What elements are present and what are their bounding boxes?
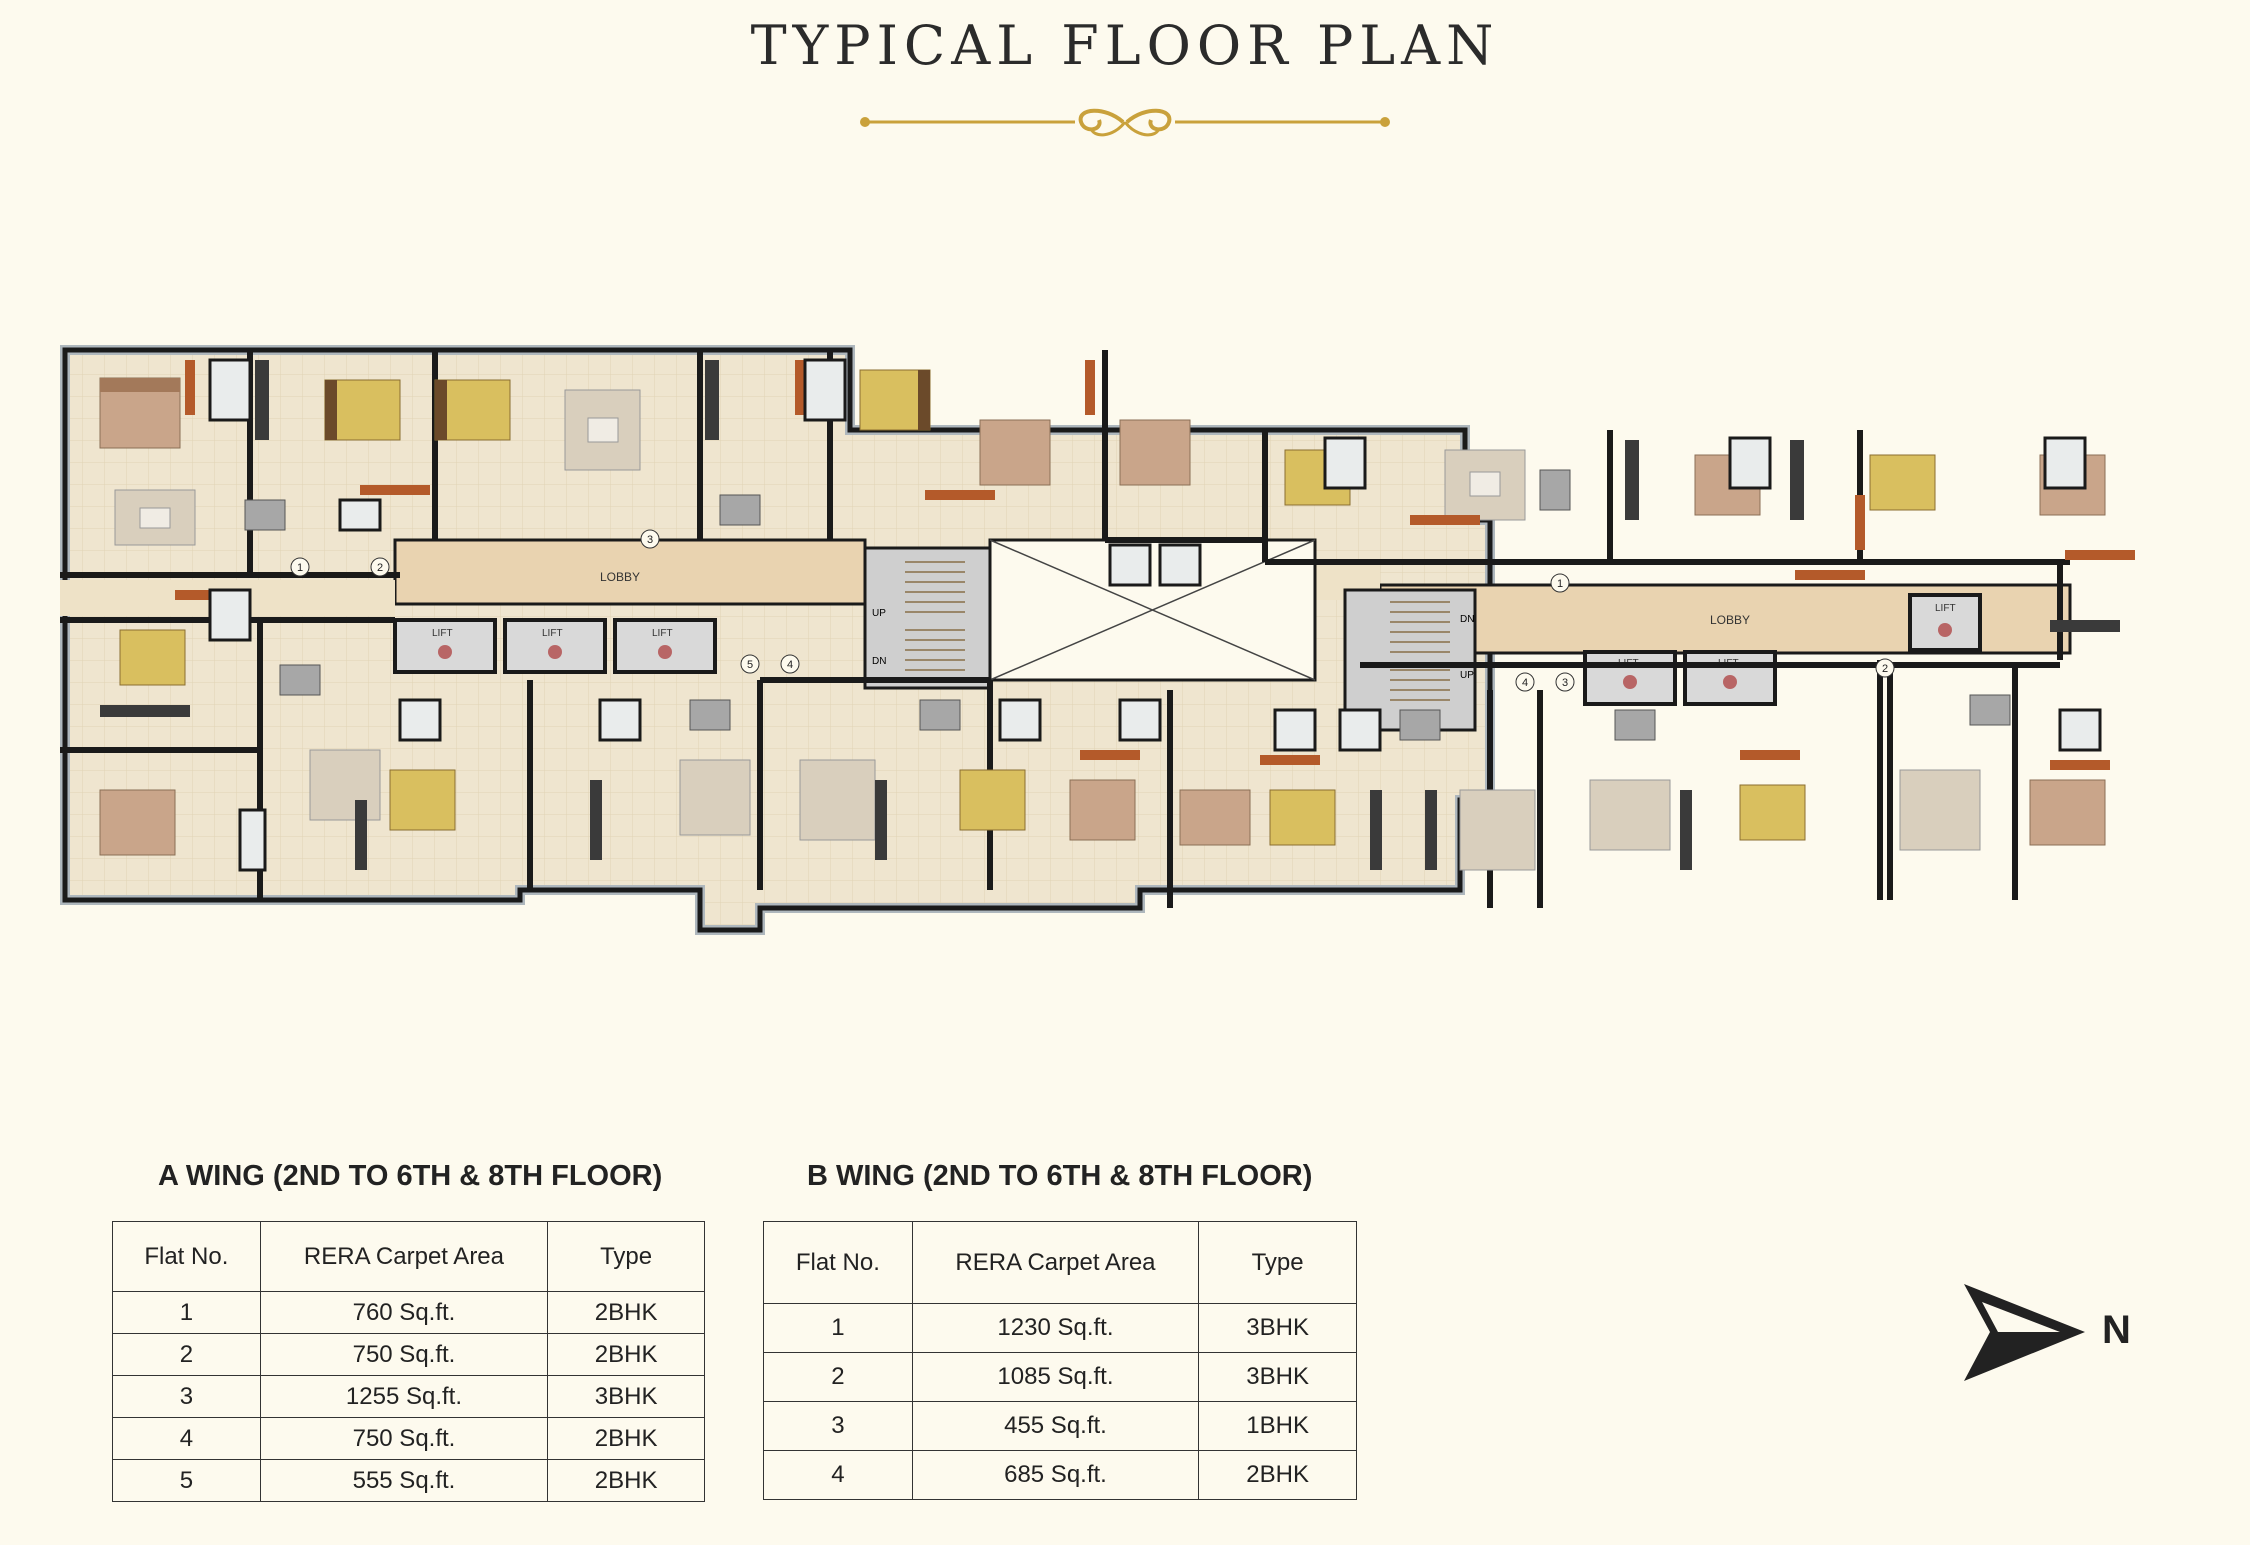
living-set — [1445, 450, 1525, 520]
flat-no: 3 — [113, 1376, 261, 1418]
table-row — [764, 1353, 1357, 1402]
table-header-row — [113, 1222, 705, 1292]
living-set — [310, 750, 380, 820]
bed — [390, 770, 455, 830]
carpet-area: 555 Sq.ft. — [260, 1460, 547, 1502]
bed — [1070, 780, 1135, 840]
lobby-label-a: LOBBY — [600, 570, 641, 584]
flat-marker-b2 — [1876, 659, 1894, 677]
flat-type: 2BHK — [548, 1292, 705, 1334]
flat-marker-b4 — [1516, 673, 1534, 691]
svg-text:2: 2 — [1881, 663, 1889, 675]
flat-marker-a3 — [641, 530, 659, 548]
bed — [325, 380, 400, 440]
flat-marker-a5 — [741, 655, 759, 673]
flat-no: 1 — [113, 1292, 261, 1334]
bed — [2030, 780, 2105, 845]
bed — [100, 378, 180, 448]
bed — [1180, 790, 1250, 845]
carpet-area: 1085 Sq.ft. — [912, 1353, 1198, 1402]
north-arrow-icon — [1960, 1280, 2100, 1385]
flat-type: 2BHK — [1199, 1451, 1357, 1500]
carpet-area: 685 Sq.ft. — [912, 1451, 1198, 1500]
staircase-a — [865, 548, 990, 688]
flat-no: 4 — [764, 1451, 913, 1500]
stair-b-dn-label: DN — [1460, 614, 1475, 625]
lift-3 — [615, 620, 715, 672]
flat-type: 1BHK — [1199, 1402, 1357, 1451]
flat-no: 5 — [113, 1460, 261, 1502]
flat-type: 2BHK — [548, 1418, 705, 1460]
flat-no: 3 — [764, 1402, 913, 1451]
table-row — [764, 1304, 1357, 1353]
bed — [1270, 790, 1335, 845]
table-row — [113, 1460, 705, 1502]
svg-text:1: 1 — [296, 562, 304, 574]
bed — [860, 370, 930, 430]
floor-plan-drawing — [60, 330, 2180, 940]
svg-text:2: 2 — [376, 562, 384, 574]
lift-5 — [1685, 652, 1775, 704]
flat-no: 1 — [764, 1304, 913, 1353]
flat-type: 2BHK — [548, 1334, 705, 1376]
col-carpet-area: RERA Carpet Area — [912, 1222, 1198, 1304]
bed — [1120, 420, 1190, 485]
table-row — [113, 1334, 705, 1376]
carpet-area: 455 Sq.ft. — [912, 1402, 1198, 1451]
flat-marker-b1 — [1551, 574, 1569, 592]
flat-type: 2BHK — [548, 1460, 705, 1502]
table-row — [113, 1418, 705, 1460]
carpet-area: 1230 Sq.ft. — [912, 1304, 1198, 1353]
living-set — [1460, 790, 1535, 870]
svg-text:5: 5 — [746, 659, 754, 671]
a-wing-table — [112, 1221, 705, 1502]
flat-type: 3BHK — [548, 1376, 705, 1418]
carpet-area: 760 Sq.ft. — [260, 1292, 547, 1334]
b-wing-heading: B WING (2ND TO 6TH & 8TH FLOOR) — [807, 1160, 1313, 1192]
col-flat-no: Flat No. — [764, 1222, 913, 1304]
living-set — [800, 760, 875, 840]
col-type: Type — [1199, 1222, 1357, 1304]
flat-no: 4 — [113, 1418, 261, 1460]
svg-text:LIFT: LIFT — [542, 628, 563, 639]
table-row — [113, 1292, 705, 1334]
living-set — [115, 490, 195, 545]
north-label: N — [2102, 1308, 2131, 1352]
table-row — [764, 1451, 1357, 1500]
flat-type: 3BHK — [1199, 1304, 1357, 1353]
a-wing-heading: A WING (2ND TO 6TH & 8TH FLOOR) — [158, 1160, 663, 1192]
stair-a-dn-label: DN — [872, 656, 887, 667]
flat-type: 3BHK — [1199, 1353, 1357, 1402]
page-title: TYPICAL FLOOR PLAN — [750, 14, 1500, 77]
living-set — [1900, 770, 1980, 850]
bed — [1740, 785, 1805, 840]
col-carpet-area: RERA Carpet Area — [260, 1222, 547, 1292]
col-flat-no: Flat No. — [113, 1222, 261, 1292]
bed — [980, 420, 1050, 485]
svg-text:3: 3 — [1561, 677, 1569, 689]
carpet-area: 1255 Sq.ft. — [260, 1376, 547, 1418]
bed — [120, 630, 185, 685]
living-set — [565, 390, 640, 470]
flat-marker-b3 — [1556, 673, 1574, 691]
svg-text:LIFT: LIFT — [1935, 603, 1956, 614]
svg-text:LIFT: LIFT — [1718, 658, 1739, 669]
bed — [435, 380, 510, 440]
table-row — [113, 1376, 705, 1418]
col-type: Type — [548, 1222, 705, 1292]
svg-text:4: 4 — [786, 659, 794, 671]
stair-b-up-label: UP — [1460, 670, 1474, 681]
svg-text:4: 4 — [1521, 677, 1529, 689]
lift-2 — [505, 620, 605, 672]
lift-6 — [1910, 595, 1980, 650]
flat-marker-a1 — [291, 558, 309, 576]
lobby-label-b: LOBBY — [1710, 613, 1751, 627]
carpet-area: 750 Sq.ft. — [260, 1418, 547, 1460]
svg-text:3: 3 — [646, 534, 654, 546]
flat-marker-a2 — [371, 558, 389, 576]
bed — [960, 770, 1025, 830]
svg-text:LIFT: LIFT — [652, 628, 673, 639]
svg-text:LIFT: LIFT — [432, 628, 453, 639]
lift-4 — [1585, 652, 1675, 704]
living-set — [680, 760, 750, 835]
flat-no: 2 — [113, 1334, 261, 1376]
title-flourish-ornament — [855, 98, 1395, 148]
living-set — [1590, 780, 1670, 850]
stair-a-up-label: UP — [872, 608, 886, 619]
table-row — [764, 1402, 1357, 1451]
bed — [1870, 455, 1935, 510]
table-header-row — [764, 1222, 1357, 1304]
flat-no: 2 — [764, 1353, 913, 1402]
svg-text:LIFT: LIFT — [1618, 658, 1639, 669]
carpet-area: 750 Sq.ft. — [260, 1334, 547, 1376]
flat-marker-a4 — [781, 655, 799, 673]
svg-text:1: 1 — [1556, 578, 1564, 590]
b-wing-table — [763, 1221, 1357, 1500]
lift-1 — [395, 620, 495, 672]
bed — [100, 790, 175, 855]
